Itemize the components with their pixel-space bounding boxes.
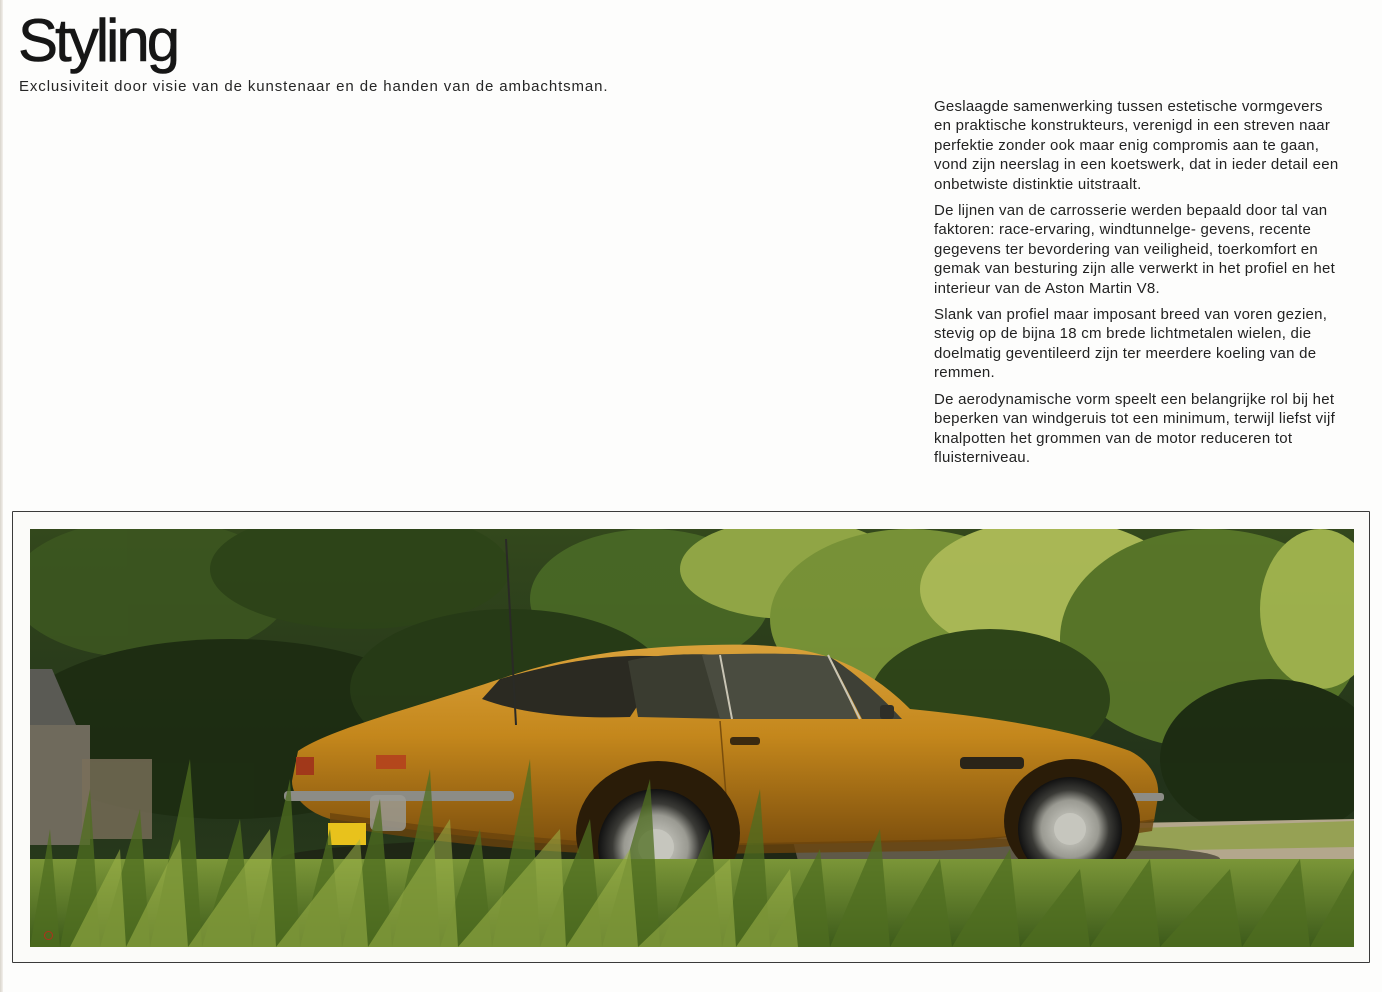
page-marker [44, 931, 53, 940]
car-photo [30, 529, 1354, 947]
page-title: Styling [18, 7, 178, 74]
paragraph-3: Slank van profiel maar imposant breed van voren gezien, stevig op de bijna 18 cm brede lichtmetalen wielen, die doelmatig geventileerd zijn ter meerdere koeling van de remmen. [934, 306, 1328, 382]
paragraph-1: Geslaagde samenwerking tussen estetische vormgevers en praktische konstrukteurs, verenigd in een streven naar perfektie zonder ook maar enig compromis aan te gaan, vond zijn neerslag in een koetswerk, dat in ieder detail een onbetwiste distinktie uitstraalt. [934, 98, 1339, 193]
paragraph-2: De lijnen van de carrosserie werden bepaald door tal van faktoren: race-ervaring, windtunnelge- gevens, recente gegevens ter bevordering van veiligheid, toerkomfort en gemak van besturing zijn alle verwerkt in het profiel en het interieur van de Aston Martin V8. [934, 202, 1336, 297]
car-photo-illustration [30, 529, 1354, 947]
page-subtitle: Exclusiviteit door visie van de kunstenaar en de handen van de ambachtsman. [19, 78, 609, 95]
page-edge [0, 0, 3, 992]
body-text-column [934, 97, 1344, 474]
paragraph-4: De aerodynamische vorm speelt een belangrijke rol bij het beperken van windgeruis tot een minimum, terwijl liefst vijf knalpotten het grommen van de motor reduceren tot fluisterniveau. [934, 390, 1335, 466]
